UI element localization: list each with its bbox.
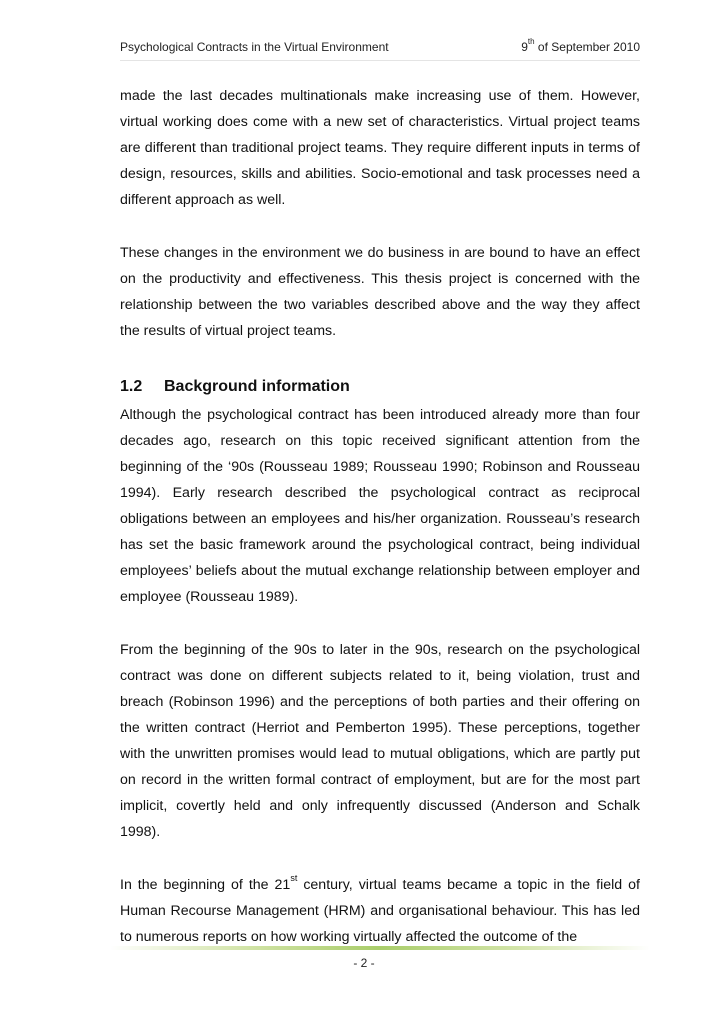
header-date <box>521 37 640 54</box>
section-paragraph-3-start: In the beginning of the 21 <box>120 877 291 893</box>
footer-divider <box>110 946 650 950</box>
header-date-suffix: th <box>527 37 535 46</box>
section-paragraph-3-rest: century, virtual teams became a topic in the field of Human Recourse Management (HRM) and organisational behaviour. This has led to numerous reports on how working virtually affected the outcome of the <box>120 877 640 945</box>
section-paragraph-1: Although the psychological contract has been introduced already more than four decades ago, research on this topic received significant attention from the beginning of the ‘90s (Rousseau 1989; Rousseau 1990; Robinson and Rousseau 1994). Early research described the psychological contract as reciprocal obligations between an employees and his/her organization. Rousseau’s research has set the basic framework around the psychological contract, being individual employees’ beliefs about the mutual exchange relationship between employer and employee (Rousseau 1989). <box>120 407 640 605</box>
section-number: 1.2 <box>120 378 143 395</box>
section-heading <box>120 376 640 398</box>
document-body <box>120 83 640 950</box>
running-header <box>120 37 640 60</box>
body-paragraph-1: made the last decades multinationals make increasing use of them. However, virtual working does come with a new set of characteristics. Virtual project teams are different than traditional project teams. They require different inputs in terms of design, resources, skills and abilities. Socio-emotional and task processes need a different approach as well. <box>120 88 640 208</box>
ordinal-suffix: st <box>290 873 298 884</box>
section-paragraph-2: From the beginning of the 90s to later in the 90s, research on the psychological contract was done on different subjects related to it, being violation, trust and breach (Robinson 1996) and the perceptions of both parties and their offering on the written contract (Herriot and Pemberton 1995). These perceptions, together with the unwritten promises would lead to mutual obligations, which are partly put on record in the written formal contract of employment, but are for the most part implicit, covertly held and only infrequently discussed (Anderson and Schalk 1998). <box>120 642 640 840</box>
header-date-day: 9 <box>521 40 528 54</box>
header-date-rest: of September 2010 <box>534 40 640 54</box>
section-paragraph-3 <box>120 872 640 950</box>
page-number: - 2 - <box>353 956 375 970</box>
body-paragraph-2: These changes in the environment we do business in are bound to have an effect on the productivity and effectiveness. This thesis project is concerned with the relationship between the two variables described above and the way they affect the results of virtual project teams. <box>120 245 640 339</box>
section-title: Background information <box>164 378 350 395</box>
header-divider <box>120 60 640 61</box>
header-title: Psychological Contracts in the Virtual Environment <box>120 40 389 54</box>
